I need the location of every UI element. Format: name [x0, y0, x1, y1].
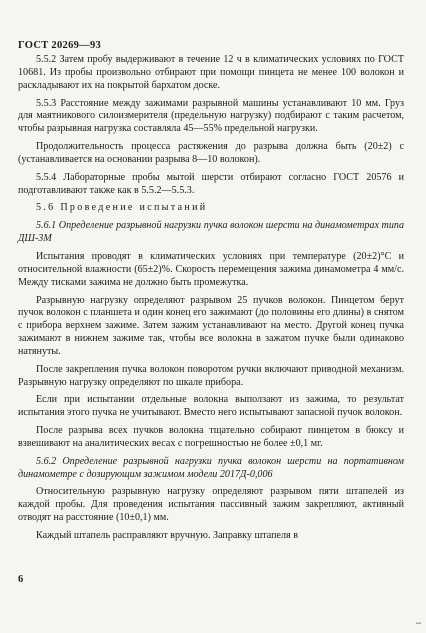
- page-number: 6: [18, 574, 24, 585]
- paragraph-5-5-2: 5.5.2 Затем пробу выдерживают в течение 12 ч в климатических условиях по ГОСТ 10681. Из пробы произвольно отбирают при помощи пинцета не менее 100 волокон и раскладывают их на покрытой бархатом доске.: [18, 54, 404, 91]
- subsection-heading-5-6-2: 5.6.2 Определение разрывной нагрузки пучка волокон шерсти на портативном динамометре с дозирующим зажимом модели 2017Д-0,006: [18, 455, 404, 480]
- paragraph-fibres-slip: Если при испытании отдельные волокна выползают из зажима, то результат испытания этого пучка не учитывают. Вместо него испытывают запасной пучок волокон.: [18, 394, 404, 419]
- paragraph-5-5-4: 5.5.4 Лабораторные пробы мытой шерсти отбирают согласно ГОСТ 20576 и подготавливают также как в 5.5.2—5.5.3.: [18, 171, 404, 196]
- scan-artifact: ▬: [416, 621, 421, 626]
- subsection-heading-5-6-1: 5.6.1 Определение разрывной нагрузки пучка волокон шерсти на динамометрах типа ДШ-3М: [18, 220, 404, 245]
- paragraph-test-conditions: Испытания проводят в климатических условиях при температуре (20±2)°С и относительной влажности (65±2)%. Скорость перемещения зажима динамометра 4 мм/с. Между тисками зажима не должно быть промежутка.: [18, 250, 404, 288]
- paragraph-mechanism-start: После закрепления пучка волокон поворотом ручки включают приводной механизм. Разрывную нагрузку определяют по шкале прибора.: [18, 363, 404, 388]
- paragraph-staple-preparation: Каждый штапель расправляют вручную. Заправку штапеля в: [36, 530, 298, 541]
- paragraph-weighing: После разрыва всех пучков волокна тщательно собирают пинцетом в бюксу и взвешивают на аналитических весах с погрешностью не более ±0,1 мг.: [18, 425, 404, 449]
- document-header: ГОСТ 20269—93: [18, 40, 102, 51]
- paragraph-relative-load: Относительную разрывную нагрузку определяют разрывом пяти штапелей из каждой пробы. Для проведения испытания пассивный зажим закрепляют, активный отводят на расстояние (10±0,1) мм.: [18, 486, 404, 524]
- section-heading-5-6: 5.6 Проведение испытаний: [36, 202, 208, 214]
- paragraph-5-5-3: 5.5.3 Расстояние между зажимами разрывной машины устанавливают 10 мм. Груз для маятникового силоизмерителя (предельную нагрузку) подбирают с таким расчетом, чтобы разрывная нагрузка составляла 45—55% предельной нагрузки.: [18, 97, 404, 135]
- paragraph-breaking-load-procedure: Разрывную нагрузку определяют разрывом 25 пучков волокон. Пинцетом берут пучок волокон с планшета и один конец его зажимают (до половины его длины) в снятом с прибора верхнем зажиме. Затем зажим устанавливают на место. Другой конец пучка зажимают в нижнем зажиме так, чтобы все волокна в зажатом пучке были одинаково натянуты.: [18, 294, 404, 357]
- paragraph-stretch-duration: Продолжительность процесса растяжения до разрыва должна быть (20±2) с (устанавливается на основании разрыва 8—10 волокон).: [18, 141, 404, 165]
- document-body: [18, 54, 404, 543]
